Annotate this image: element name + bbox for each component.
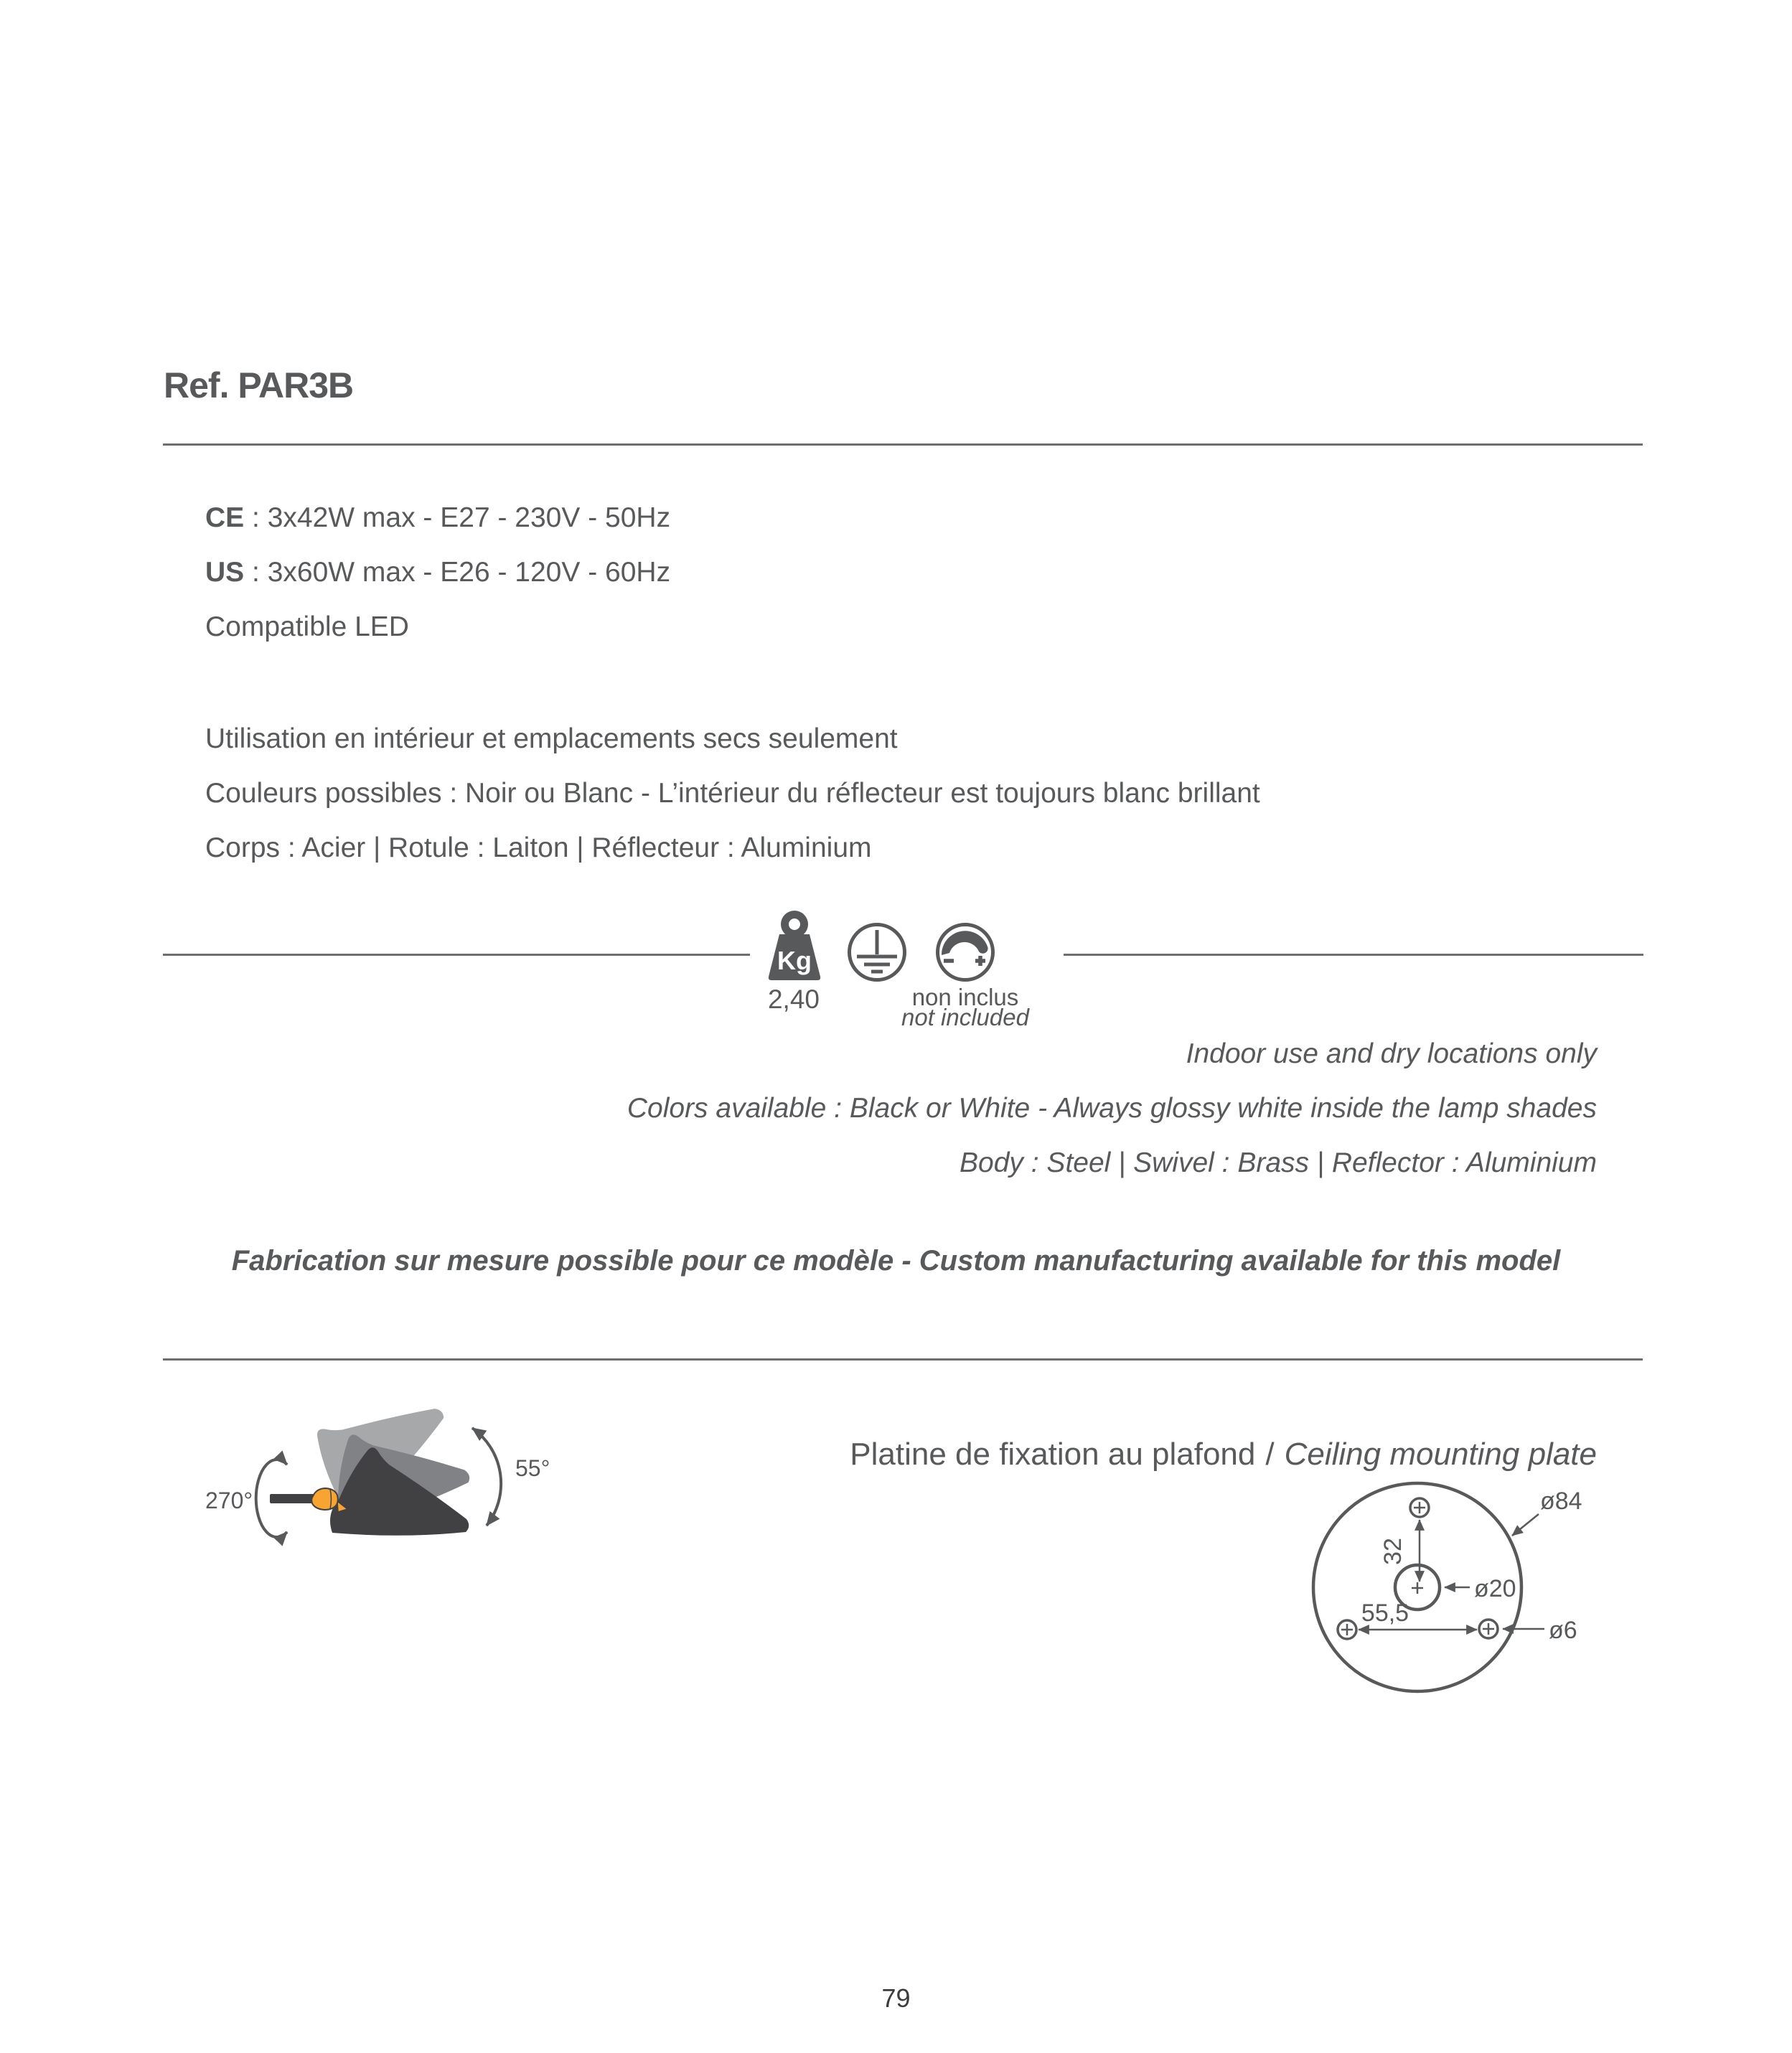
- page-number: 79: [881, 1983, 911, 2013]
- divider-icons-left: [163, 954, 750, 956]
- lamp-rotation-diagram: [179, 1378, 588, 1600]
- dim-label-55-5: 55,5: [1361, 1599, 1409, 1627]
- dim-label-o84: ø84: [1540, 1488, 1582, 1515]
- swivel-angle-label: 270°: [205, 1488, 253, 1513]
- details-english: [215, 1027, 1597, 1190]
- dim-label-o20: ø20: [1474, 1575, 1516, 1602]
- page-title: Ref. PAR3B: [164, 365, 354, 405]
- mounting-plate-drawing: [1292, 1464, 1651, 1708]
- divider-top: [163, 443, 1643, 446]
- lamp-arm-rod: [270, 1494, 316, 1503]
- fr-usage-line: Utilisation en intérieur et emplacements secs seulement: [205, 723, 898, 754]
- custom-manufacturing-note: Fabrication sur mesure possible pour ce modèle - Custom manufacturing available for this model: [231, 1245, 1561, 1277]
- fr-colors-line: Couleurs possibles : Noir ou Blanc - L’intérieur du réflecteur est toujours blanc brillant: [205, 778, 1260, 809]
- fr-materials-line: Corps : Acier | Rotule : Laiton | Réflecteur : Aluminium: [205, 832, 872, 863]
- weight-value: 2,40: [767, 985, 820, 1014]
- dim-label-32: 32: [1379, 1538, 1407, 1565]
- heading-separator: /: [1265, 1437, 1275, 1472]
- en-materials-line: Body : Steel | Swivel : Brass | Reflector : Aluminium: [960, 1147, 1597, 1178]
- swivel-joint: [311, 1488, 338, 1510]
- dimmer-icon: [934, 921, 996, 983]
- leader-line-o84: [1512, 1514, 1539, 1536]
- spec-ce-label: CE: [205, 502, 245, 533]
- divider-bottom-section: [163, 1358, 1643, 1361]
- weight-unit-label: Kg: [777, 946, 812, 975]
- divider-icons-right: [1064, 954, 1643, 956]
- spec-line-led: [205, 600, 670, 654]
- tilt-angle-label: 55°: [515, 1455, 550, 1481]
- electrical-specs: [205, 491, 670, 654]
- spec-us-label: US: [205, 557, 245, 588]
- spec-us-value: : 3x60W max - E26 - 120V - 60Hz: [244, 557, 671, 588]
- en-usage-line: Indoor use and dry locations only: [1186, 1038, 1597, 1069]
- dimmer-caption-en: not included: [901, 1004, 1029, 1030]
- details-french: [205, 712, 1260, 875]
- dim-label-o6: ø6: [1549, 1617, 1577, 1644]
- en-colors-line: Colors available : Black or White - Always glossy white inside the lamp shades: [627, 1093, 1597, 1124]
- spec-line-ce: [205, 491, 670, 545]
- mounting-heading-fr: Platine de fixation au plafond: [850, 1437, 1256, 1472]
- spec-led-value: Compatible LED: [205, 611, 409, 642]
- spec-line-us: [205, 545, 670, 600]
- grounding-icon: [847, 922, 907, 982]
- dimmer-caption-fr: non inclus: [911, 984, 1019, 1010]
- mounting-heading-en: Ceiling mounting plate: [1284, 1437, 1597, 1472]
- tilt-rotation-arrow: [472, 1428, 501, 1526]
- weight-kg-icon: [765, 908, 824, 983]
- spec-ce-value: : 3x42W max - E27 - 230V - 50Hz: [244, 502, 671, 533]
